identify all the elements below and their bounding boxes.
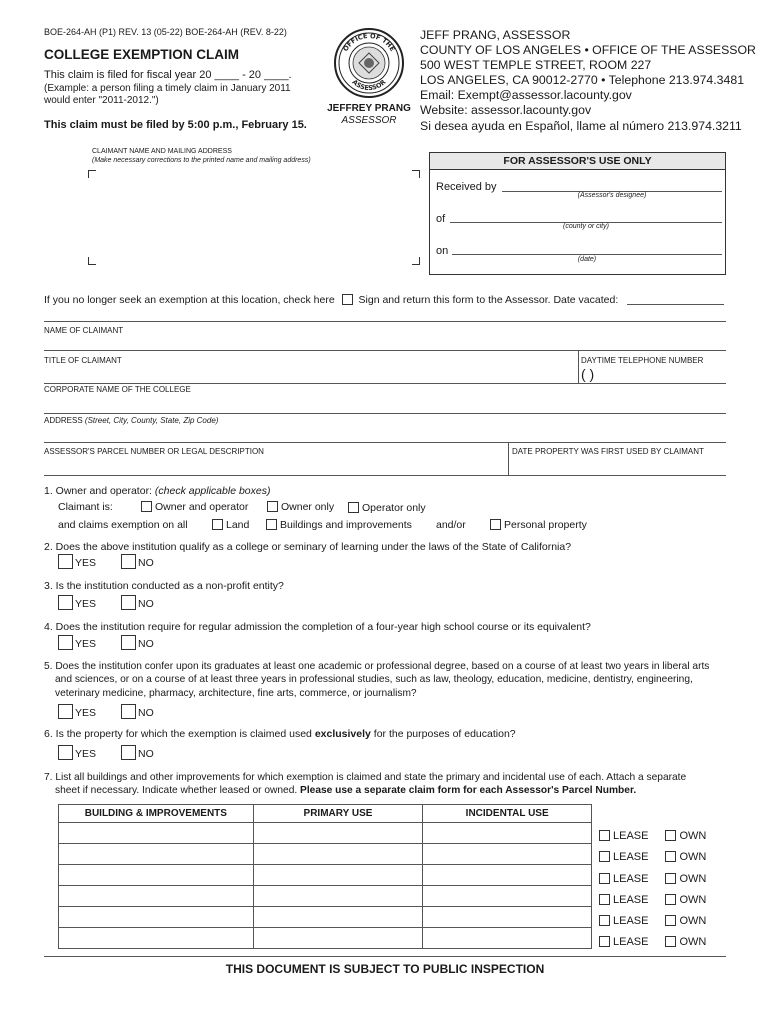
corporate-name-label: CORPORATE NAME OF THE COLLEGE: [44, 385, 191, 394]
own-option[interactable]: OWN: [665, 894, 706, 906]
corporate-name-field[interactable]: [44, 413, 726, 414]
lease-checkbox[interactable]: [599, 915, 610, 926]
cell[interactable]: [253, 928, 423, 949]
owner-only-checkbox[interactable]: [267, 501, 278, 512]
fiscal-year-line: This claim is filed for fiscal year 20 ____ - 20 ____.: [44, 69, 292, 81]
own-option[interactable]: OWN: [665, 936, 706, 948]
opt-land[interactable]: Land: [212, 519, 249, 531]
phone-label: DAYTIME TELEPHONE NUMBER: [581, 356, 704, 365]
office-line: JEFF PRANG, ASSESSOR: [420, 28, 571, 42]
table-row: [59, 928, 592, 949]
table-row: [59, 907, 592, 928]
seal-icon: [333, 27, 405, 99]
cell[interactable]: [423, 928, 592, 949]
of-sub: (county or city): [563, 223, 609, 230]
vacate-text: If you no longer seek an exemption at this location, check here: [44, 294, 335, 306]
lease-checkbox[interactable]: [599, 851, 610, 862]
claimant-address-area[interactable]: [88, 170, 420, 265]
q5-text: 5. Does the institution confer upon its graduates at least one academic or professional degree, based on a course of at least two years in liberal arts and sciences, or on a course of at least three years in professional studies, such as law, theology, education, medicine, dentistry, engineering, veterinary medicine, pharmacy, architecture, fine arts, commerce, or journalism?: [44, 661, 710, 699]
q5-yes[interactable]: YES: [58, 704, 96, 719]
buildings-checkbox[interactable]: [266, 519, 277, 530]
q5-no[interactable]: NO: [121, 704, 154, 719]
buildings-table: [58, 804, 592, 949]
own-checkbox[interactable]: [665, 915, 676, 926]
lease-own-row: [599, 869, 706, 890]
cell[interactable]: [59, 823, 254, 844]
received-by-sub: (Assessor's designee): [577, 192, 647, 199]
date-vacated-field[interactable]: [627, 304, 724, 305]
q1-label: 1. Owner and operator: (check applicable boxes): [44, 485, 271, 497]
page-title: COLLEGE EXEMPTION CLAIM: [44, 47, 240, 62]
q2-no-box[interactable]: [121, 554, 136, 569]
office-line: LOS ANGELES, CA 90012-2770 • Telephone 213.974.3481: [420, 73, 745, 88]
table-header-row: [59, 805, 592, 823]
parcel-field[interactable]: [44, 475, 726, 476]
of-label: of: [436, 213, 446, 225]
table-row: [59, 865, 592, 886]
divider: [578, 350, 579, 383]
q4-no-box[interactable]: [121, 635, 136, 650]
table-row: [59, 886, 592, 907]
lease-checkbox[interactable]: [599, 894, 610, 905]
cell[interactable]: [59, 928, 254, 949]
office-line: COUNTY OF LOS ANGELES • OFFICE OF THE ASSESSOR: [420, 43, 756, 58]
land-checkbox[interactable]: [212, 519, 223, 530]
cell[interactable]: [59, 865, 254, 886]
footer-divider: [44, 956, 726, 957]
col-header-incidental-use: INCIDENTAL USE: [423, 805, 592, 823]
q6-yes[interactable]: YES: [58, 745, 96, 760]
own-option[interactable]: OWN: [665, 830, 706, 842]
own-checkbox[interactable]: [665, 894, 676, 905]
claimant-box-note: (Make necessary corrections to the printed name and mailing address): [92, 157, 311, 164]
lease-option[interactable]: LEASE: [599, 830, 648, 842]
cell[interactable]: [253, 823, 423, 844]
cell[interactable]: [59, 844, 254, 865]
deadline-text: This claim must be filed by 5:00 p.m., February 15.: [44, 119, 307, 131]
q6-no-box[interactable]: [121, 745, 136, 760]
assessor-title: ASSESSOR: [341, 115, 397, 126]
example-line-2: would enter "2011-2012."): [44, 95, 159, 106]
lease-checkbox[interactable]: [599, 936, 610, 947]
cell[interactable]: [59, 886, 254, 907]
personal-property-checkbox[interactable]: [490, 519, 501, 530]
opt-owner-only[interactable]: Owner only: [267, 501, 334, 513]
opt-buildings[interactable]: Buildings and improvements: [266, 519, 412, 531]
owner-operator-checkbox[interactable]: [141, 501, 152, 512]
lease-own-row: [599, 826, 706, 847]
operator-only-checkbox[interactable]: [348, 502, 359, 513]
q3-no-box[interactable]: [121, 595, 136, 610]
q2-yes-box[interactable]: [58, 554, 73, 569]
assessor-use-title: FOR ASSESSOR'S USE ONLY: [430, 153, 725, 170]
lease-option[interactable]: LEASE: [599, 873, 648, 885]
cell[interactable]: [423, 865, 592, 886]
q3-yes[interactable]: YES: [58, 595, 96, 610]
cell[interactable]: [423, 886, 592, 907]
cell[interactable]: [423, 823, 592, 844]
q6-text: 6. Is the property for which the exemption is claimed used exclusively for the purposes of education?: [44, 728, 516, 740]
lease-own-column: [599, 826, 706, 954]
own-option[interactable]: OWN: [665, 915, 706, 927]
received-by-label: Received by: [436, 181, 497, 193]
date-first-used-label: DATE PROPERTY WAS FIRST USED BY CLAIMANT: [512, 447, 704, 456]
lease-option[interactable]: LEASE: [599, 894, 648, 906]
vacate-checkbox[interactable]: [342, 294, 353, 305]
lease-option[interactable]: LEASE: [599, 915, 648, 927]
q4-no[interactable]: NO: [121, 635, 154, 650]
office-website[interactable]: Website: assessor.lacounty.gov: [420, 103, 592, 118]
assessor-name: JEFFREY PRANG: [327, 103, 411, 114]
address-label: ADDRESS (Street, City, County, State, Zip Code): [44, 416, 219, 425]
table-row: [59, 844, 592, 865]
own-option[interactable]: OWN: [665, 851, 706, 863]
cell[interactable]: [253, 844, 423, 865]
own-option[interactable]: OWN: [665, 873, 706, 885]
q6-no[interactable]: NO: [121, 745, 154, 760]
parcel-label: ASSESSOR'S PARCEL NUMBER OR LEGAL DESCRIPTION: [44, 447, 264, 456]
q3-text: 3. Is the institution conducted as a non-profit entity?: [44, 580, 284, 592]
own-checkbox[interactable]: [665, 830, 676, 841]
lease-own-row: [599, 932, 706, 953]
q6-yes-box[interactable]: [58, 745, 73, 760]
and-or-label: and/or: [436, 519, 466, 531]
lease-checkbox[interactable]: [599, 873, 610, 884]
claimant-is-label: Claimant is:: [58, 501, 113, 513]
table-row: [59, 823, 592, 844]
claims-on-all-label: and claims exemption on all: [58, 519, 188, 531]
example-line-1: (Example: a person filing a timely claim in January 2011: [44, 83, 291, 94]
q5-yes-box[interactable]: [58, 704, 73, 719]
claimant-title-label: TITLE OF CLAIMANT: [44, 356, 122, 365]
svg-text:ASSESSOR: ASSESSOR: [350, 78, 388, 93]
q5-no-box[interactable]: [121, 704, 136, 719]
phone-field[interactable]: ( ): [581, 366, 595, 382]
q2-text: 2. Does the above institution qualify as a college or seminary of learning under the laws of the State of California?: [44, 541, 572, 553]
form-id: BOE-264-AH (P1) REV. 13 (05-22) BOE-264-AH (REV. 8-22): [44, 27, 287, 37]
q3-no[interactable]: NO: [121, 595, 154, 610]
on-field[interactable]: [452, 254, 722, 255]
svg-text:OFFICE OF THE: OFFICE OF THE: [341, 31, 397, 53]
corner-mark: [412, 170, 420, 178]
col-header-primary-use: PRIMARY USE: [253, 805, 423, 823]
claimant-name-field[interactable]: [44, 350, 726, 351]
on-sub: (date): [577, 256, 597, 263]
cell[interactable]: [253, 865, 423, 886]
q3-yes-box[interactable]: [58, 595, 73, 610]
q4-yes[interactable]: YES: [58, 635, 96, 650]
own-checkbox[interactable]: [665, 873, 676, 884]
vacate-line: [44, 294, 618, 306]
cell[interactable]: [253, 886, 423, 907]
cell[interactable]: [253, 907, 423, 928]
q4-yes-box[interactable]: [58, 635, 73, 650]
lease-option[interactable]: LEASE: [599, 936, 648, 948]
lease-own-row: [599, 911, 706, 932]
cell[interactable]: [423, 844, 592, 865]
cell[interactable]: [423, 907, 592, 928]
assessor-seal: [333, 27, 405, 99]
office-info: [420, 28, 756, 134]
office-line: 500 WEST TEMPLE STREET, ROOM 227: [420, 58, 652, 73]
divider: [44, 321, 726, 322]
q7-text: 7. List all buildings and other improvements for which exemption is claimed and state the primary and incidental use of each. Attach a separate sheet if necessary. Indicate whether leased or owned. Please use a separate claim form for each Assessor's Parcel Number.: [44, 772, 687, 797]
opt-owner-operator[interactable]: Owner and operator: [141, 501, 248, 513]
opt-operator-only[interactable]: Operator only: [348, 502, 426, 514]
address-field[interactable]: [44, 442, 726, 443]
lease-checkbox[interactable]: [599, 830, 610, 841]
office-line: Si desea ayuda en Español, llame al número 213.974.3211: [420, 118, 742, 133]
q2-yes[interactable]: YES: [58, 554, 96, 569]
vacate-instructions: Sign and return this form to the Assessor. Date vacated:: [358, 294, 619, 306]
lease-own-row: [599, 890, 706, 911]
lease-option[interactable]: LEASE: [599, 851, 648, 863]
claimant-name-label: NAME OF CLAIMANT: [44, 326, 124, 335]
own-checkbox[interactable]: [665, 936, 676, 947]
opt-personal-property[interactable]: Personal property: [490, 519, 587, 531]
corner-mark: [412, 257, 420, 265]
footer-notice: THIS DOCUMENT IS SUBJECT TO PUBLIC INSPECTION: [225, 962, 545, 976]
q4-text: 4. Does the institution require for regular admission the completion of a four-year high school course or its equivalent?: [44, 621, 591, 633]
claimant-box-label: CLAIMANT NAME AND MAILING ADDRESS: [92, 148, 232, 155]
cell[interactable]: [59, 907, 254, 928]
own-checkbox[interactable]: [665, 851, 676, 862]
divider: [508, 442, 509, 475]
corner-mark: [88, 170, 96, 178]
on-label: on: [436, 245, 449, 257]
corner-mark: [88, 257, 96, 265]
lease-own-row: [599, 847, 706, 868]
claimant-title-field[interactable]: [44, 383, 726, 384]
col-header-buildings: BUILDING & IMPROVEMENTS: [59, 805, 254, 823]
office-email[interactable]: Email: Exempt@assessor.lacounty.gov: [420, 88, 632, 103]
q2-no[interactable]: NO: [121, 554, 154, 569]
